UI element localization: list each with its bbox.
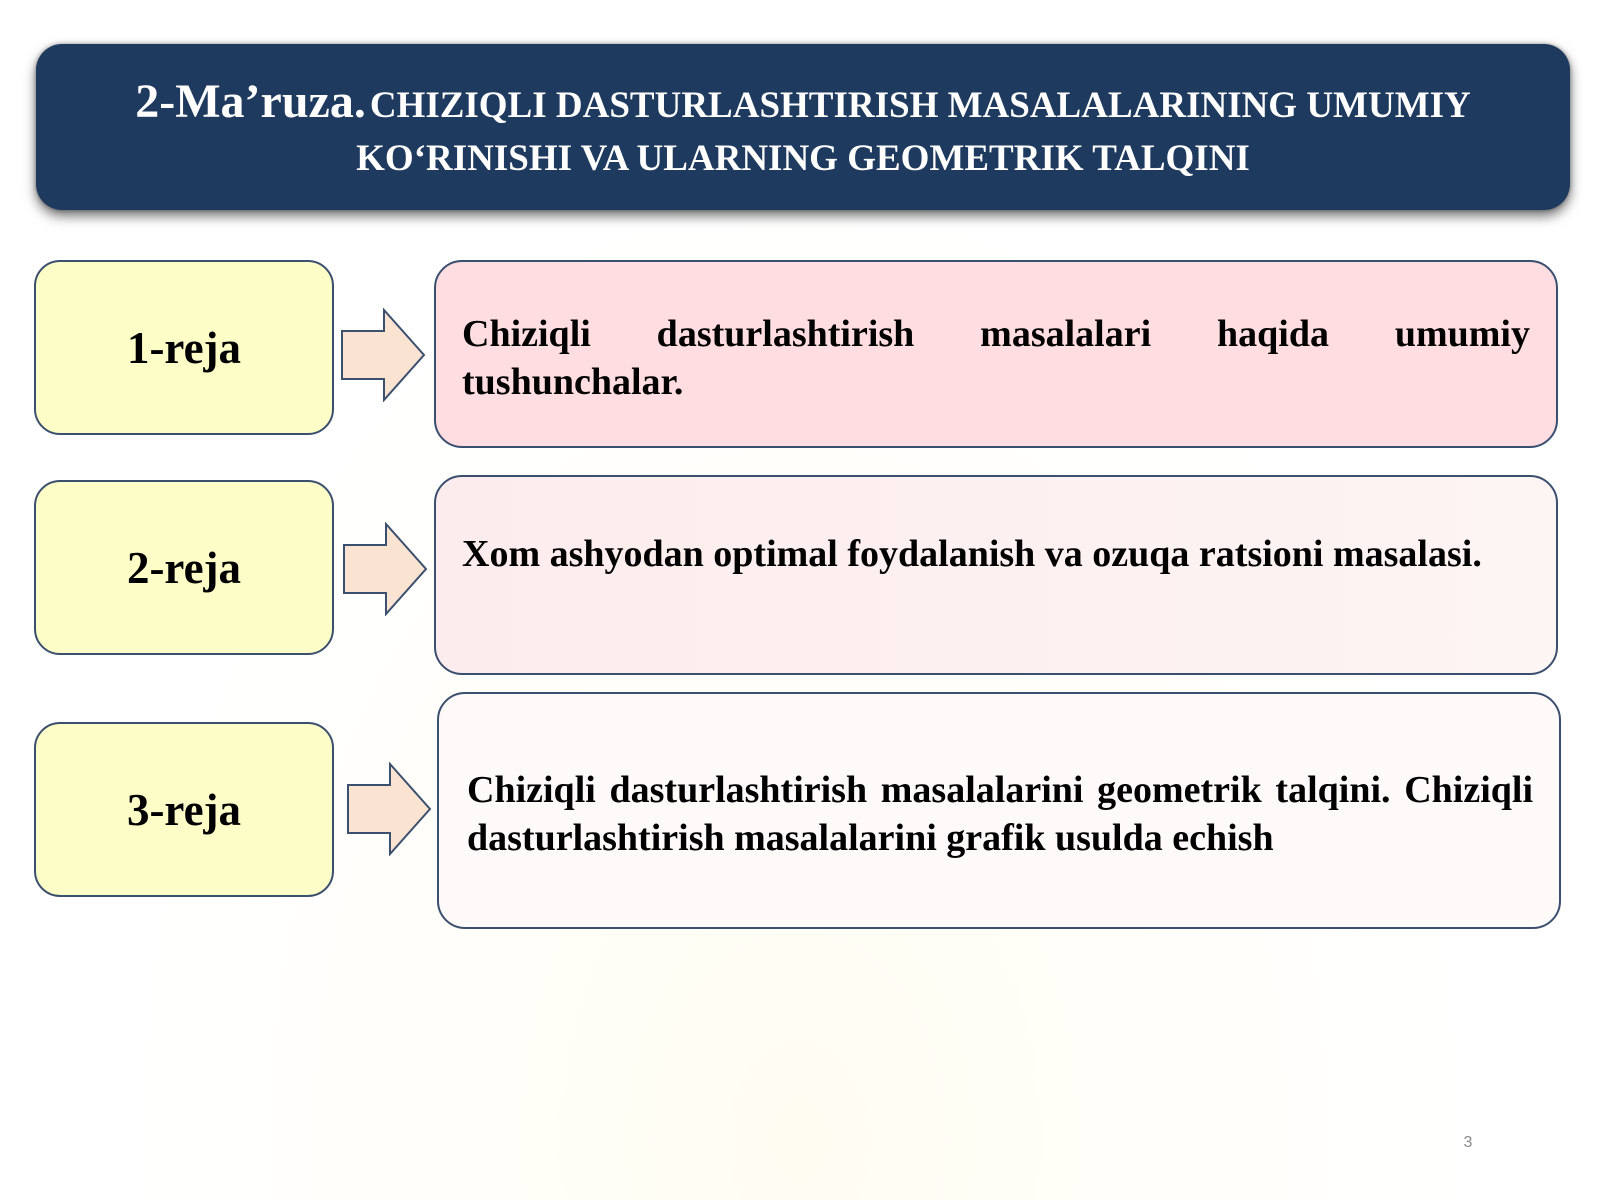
- title-bar: [36, 44, 1570, 210]
- slide-title: [66, 70, 1540, 185]
- right-arrow-icon: [346, 762, 434, 856]
- plan-2-text: Xom ashyodan optimal foydalanish va ozuqa ratsioni masalasi.: [462, 533, 1482, 575]
- lecture-title: CHIZIQLI DASTURLASHTIRISH MASALALARINING UMUMIY KO‘RINISHI VA ULARNING GEOMETRIK TALQINI: [356, 84, 1471, 180]
- right-arrow-icon: [342, 522, 430, 616]
- plan-1-text: Chiziqli dasturlashtirish masalalari haqida umumiy tushunchalar.: [462, 313, 1530, 404]
- plan-2-box: [34, 480, 334, 655]
- plan-2-label: 2-reja: [126, 542, 242, 593]
- plan-1-label: 1-reja: [126, 322, 242, 373]
- right-arrow-icon: [340, 308, 428, 402]
- slide-number: 3: [1463, 1134, 1473, 1151]
- plan-2-content: [434, 475, 1558, 675]
- plan-3-box: [34, 722, 334, 897]
- plan-3-label: 3-reja: [126, 784, 242, 835]
- plan-3-content: [437, 692, 1561, 929]
- plan-3-text: Chiziqli dasturlashtirish masalalarini geometrik talqini. Chiziqli dasturlashtirish masalalarini grafik usulda echish: [467, 769, 1533, 860]
- lecture-label: 2-Ma’ruza.: [135, 74, 366, 128]
- plan-1-box: [34, 260, 334, 435]
- plan-1-content: [434, 260, 1558, 448]
